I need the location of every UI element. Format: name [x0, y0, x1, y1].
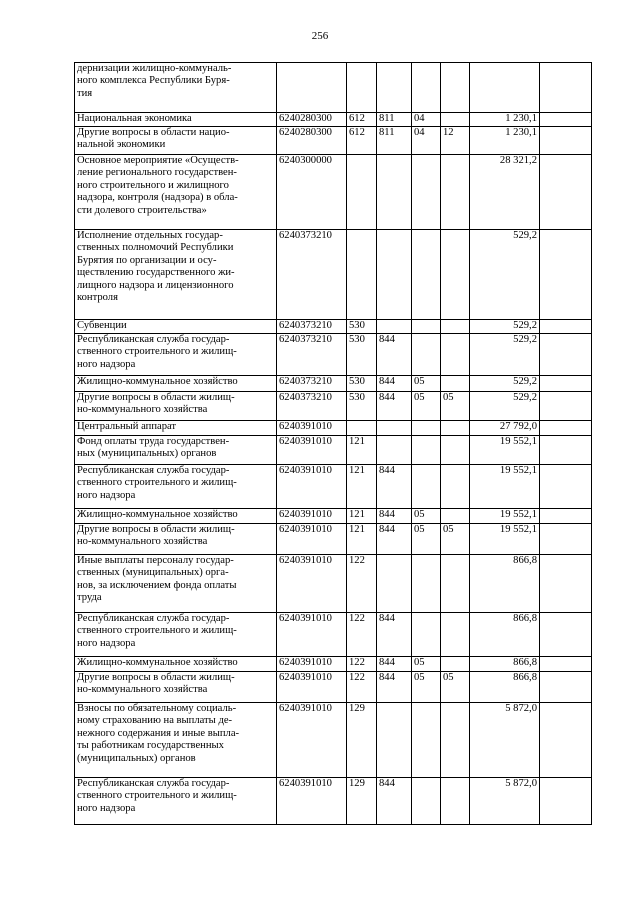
table-row — [75, 509, 592, 524]
amount-cell: 5 872,0 — [470, 778, 540, 825]
section-code-cell — [412, 63, 441, 113]
empty-cell — [540, 465, 592, 509]
budget-manager-code-cell: 811 — [377, 127, 412, 155]
subsection-code-cell: 05 — [441, 524, 470, 555]
target-article-code-cell: 6240373210 — [277, 230, 347, 320]
expense-type-cell: 129 — [347, 778, 377, 825]
subsection-code-cell — [441, 613, 470, 657]
row-name-cell: Республиканская служба государ- ственного строительного и жилищ- ного надзора — [75, 778, 277, 825]
row-name-cell: Республиканская служба государ- ственного строительного и жилищ- ного надзора — [75, 613, 277, 657]
budget-manager-code-cell: 844 — [377, 509, 412, 524]
section-code-cell — [412, 155, 441, 230]
section-code-cell: 05 — [412, 524, 441, 555]
expense-type-cell: 530 — [347, 334, 377, 376]
empty-cell — [540, 127, 592, 155]
amount-cell: 19 552,1 — [470, 509, 540, 524]
budget-manager-code-cell: 844 — [377, 657, 412, 672]
section-code-cell — [412, 230, 441, 320]
budget-manager-code-cell — [377, 155, 412, 230]
empty-cell — [540, 672, 592, 703]
subsection-code-cell — [441, 436, 470, 465]
row-name-cell: Республиканская служба государ- ственного строительного и жилищ- ного надзора — [75, 334, 277, 376]
target-article-code-cell: 6240391010 — [277, 555, 347, 613]
subsection-code-cell — [441, 555, 470, 613]
table-row — [75, 63, 592, 113]
amount-cell: 866,8 — [470, 613, 540, 657]
subsection-code-cell — [441, 230, 470, 320]
budget-manager-code-cell: 844 — [377, 672, 412, 703]
target-article-code-cell: 6240373210 — [277, 320, 347, 334]
section-code-cell: 04 — [412, 113, 441, 127]
subsection-code-cell: 12 — [441, 127, 470, 155]
budget-manager-code-cell: 844 — [377, 524, 412, 555]
empty-cell — [540, 113, 592, 127]
budget-table-body — [75, 63, 592, 825]
amount-cell: 866,8 — [470, 672, 540, 703]
row-name-cell: Основное мероприятие «Осуществ- ление регионального государствен- ного строительного и жилищного надзора, контроля (надзора) в обла- сти долевого строительства» — [75, 155, 277, 230]
row-name-cell: Взносы по обязательному социаль- ному страхованию на выплаты де- нежного содержания и иные выпла- ты работникам государственных (муниципальных) органов — [75, 703, 277, 778]
expense-type-cell — [347, 155, 377, 230]
budget-manager-code-cell: 844 — [377, 465, 412, 509]
target-article-code-cell: 6240280300 — [277, 113, 347, 127]
empty-cell — [540, 334, 592, 376]
target-article-code-cell: 6240300000 — [277, 155, 347, 230]
section-code-cell — [412, 334, 441, 376]
amount-cell: 529,2 — [470, 230, 540, 320]
row-name-cell: Другие вопросы в области жилищ- но-коммунального хозяйства — [75, 672, 277, 703]
empty-cell — [540, 555, 592, 613]
section-code-cell: 05 — [412, 376, 441, 392]
empty-cell — [540, 320, 592, 334]
expense-type-cell: 121 — [347, 524, 377, 555]
empty-cell — [540, 509, 592, 524]
expense-type-cell: 121 — [347, 509, 377, 524]
target-article-code-cell: 6240391010 — [277, 509, 347, 524]
subsection-code-cell: 05 — [441, 392, 470, 421]
amount-cell: 866,8 — [470, 555, 540, 613]
target-article-code-cell: 6240391010 — [277, 778, 347, 825]
budget-manager-code-cell: 844 — [377, 613, 412, 657]
budget-manager-code-cell: 844 — [377, 334, 412, 376]
target-article-code-cell: 6240373210 — [277, 376, 347, 392]
section-code-cell — [412, 421, 441, 436]
target-article-code-cell: 6240391010 — [277, 524, 347, 555]
amount-cell: 19 552,1 — [470, 465, 540, 509]
budget-manager-code-cell: 811 — [377, 113, 412, 127]
row-name-cell: Центральный аппарат — [75, 421, 277, 436]
expense-type-cell: 122 — [347, 555, 377, 613]
amount-cell: 27 792,0 — [470, 421, 540, 436]
table-row — [75, 113, 592, 127]
expense-type-cell: 122 — [347, 613, 377, 657]
section-code-cell — [412, 778, 441, 825]
row-name-cell: Иные выплаты персоналу государ- ственных (муниципальных) орга- нов, за исключением фонда оплаты труда — [75, 555, 277, 613]
table-row — [75, 555, 592, 613]
row-name-cell: Другие вопросы в области жилищ- но-коммунального хозяйства — [75, 524, 277, 555]
target-article-code-cell: 6240391010 — [277, 421, 347, 436]
subsection-code-cell — [441, 320, 470, 334]
row-name-cell: Другие вопросы в области жилищ- но-коммунального хозяйства — [75, 392, 277, 421]
empty-cell — [540, 657, 592, 672]
table-row — [75, 376, 592, 392]
budget-manager-code-cell — [377, 320, 412, 334]
section-code-cell: 05 — [412, 509, 441, 524]
expense-type-cell: 530 — [347, 392, 377, 421]
budget-manager-code-cell — [377, 63, 412, 113]
table-row — [75, 155, 592, 230]
row-name-cell: Субвенции — [75, 320, 277, 334]
section-code-cell: 05 — [412, 657, 441, 672]
target-article-code-cell: 6240280300 — [277, 127, 347, 155]
budget-manager-code-cell — [377, 703, 412, 778]
expense-type-cell — [347, 63, 377, 113]
budget-manager-code-cell: 844 — [377, 392, 412, 421]
section-code-cell: 05 — [412, 392, 441, 421]
subsection-code-cell — [441, 376, 470, 392]
empty-cell — [540, 392, 592, 421]
target-article-code-cell: 6240391010 — [277, 613, 347, 657]
target-article-code-cell — [277, 63, 347, 113]
table-row — [75, 657, 592, 672]
budget-manager-code-cell: 844 — [377, 778, 412, 825]
amount-cell: 529,2 — [470, 334, 540, 376]
subsection-code-cell — [441, 63, 470, 113]
subsection-code-cell — [441, 657, 470, 672]
empty-cell — [540, 613, 592, 657]
amount-cell: 529,2 — [470, 376, 540, 392]
expense-type-cell — [347, 230, 377, 320]
target-article-code-cell: 6240391010 — [277, 672, 347, 703]
expense-type-cell: 121 — [347, 465, 377, 509]
table-row — [75, 524, 592, 555]
expense-type-cell: 530 — [347, 320, 377, 334]
table-row — [75, 230, 592, 320]
table-row — [75, 127, 592, 155]
budget-manager-code-cell: 844 — [377, 376, 412, 392]
empty-cell — [540, 703, 592, 778]
subsection-code-cell — [441, 421, 470, 436]
subsection-code-cell — [441, 509, 470, 524]
target-article-code-cell: 6240391010 — [277, 657, 347, 672]
subsection-code-cell: 05 — [441, 672, 470, 703]
table-row — [75, 613, 592, 657]
amount-cell — [470, 63, 540, 113]
page-number: 256 — [311, 30, 329, 42]
row-name-cell: Исполнение отдельных государ- ственных полномочий Республики Бурятия по организации и осу- ществлению государственного жи- лищного надзора и лицензионного контроля — [75, 230, 277, 320]
amount-cell: 529,2 — [470, 320, 540, 334]
subsection-code-cell — [441, 334, 470, 376]
table-row — [75, 436, 592, 465]
expense-type-cell: 129 — [347, 703, 377, 778]
amount-cell: 529,2 — [470, 392, 540, 421]
target-article-code-cell: 6240373210 — [277, 392, 347, 421]
expense-type-cell: 612 — [347, 113, 377, 127]
subsection-code-cell — [441, 465, 470, 509]
empty-cell — [540, 436, 592, 465]
expense-type-cell — [347, 421, 377, 436]
target-article-code-cell: 6240391010 — [277, 703, 347, 778]
row-name-cell: дернизации жилищно-коммуналь- ного комплекса Республики Буря- тия — [75, 63, 277, 113]
table-row — [75, 392, 592, 421]
budget-manager-code-cell — [377, 421, 412, 436]
subsection-code-cell — [441, 703, 470, 778]
empty-cell — [540, 778, 592, 825]
empty-cell — [540, 230, 592, 320]
row-name-cell: Жилищно-коммунальное хозяйство — [75, 657, 277, 672]
subsection-code-cell — [441, 778, 470, 825]
row-name-cell: Фонд оплаты труда государствен- ных (муниципальных) органов — [75, 436, 277, 465]
section-code-cell — [412, 555, 441, 613]
amount-cell: 5 872,0 — [470, 703, 540, 778]
row-name-cell: Жилищно-коммунальное хозяйство — [75, 509, 277, 524]
table-row — [75, 421, 592, 436]
target-article-code-cell: 6240373210 — [277, 334, 347, 376]
amount-cell: 19 552,1 — [470, 524, 540, 555]
expense-type-cell: 121 — [347, 436, 377, 465]
expense-type-cell: 612 — [347, 127, 377, 155]
amount-cell: 28 321,2 — [470, 155, 540, 230]
section-code-cell — [412, 703, 441, 778]
section-code-cell: 04 — [412, 127, 441, 155]
target-article-code-cell: 6240391010 — [277, 436, 347, 465]
table-row — [75, 703, 592, 778]
row-name-cell: Национальная экономика — [75, 113, 277, 127]
target-article-code-cell: 6240391010 — [277, 465, 347, 509]
budget-table — [74, 62, 592, 825]
row-name-cell: Республиканская служба государ- ственного строительного и жилищ- ного надзора — [75, 465, 277, 509]
section-code-cell — [412, 465, 441, 509]
empty-cell — [540, 421, 592, 436]
budget-manager-code-cell — [377, 230, 412, 320]
table-row — [75, 465, 592, 509]
section-code-cell: 05 — [412, 672, 441, 703]
subsection-code-cell — [441, 113, 470, 127]
budget-manager-code-cell — [377, 555, 412, 613]
budget-manager-code-cell — [377, 436, 412, 465]
empty-cell — [540, 524, 592, 555]
table-row — [75, 672, 592, 703]
table-row — [75, 778, 592, 825]
empty-cell — [540, 63, 592, 113]
amount-cell: 1 230,1 — [470, 113, 540, 127]
amount-cell: 866,8 — [470, 657, 540, 672]
row-name-cell: Жилищно-коммунальное хозяйство — [75, 376, 277, 392]
empty-cell — [540, 155, 592, 230]
subsection-code-cell — [441, 155, 470, 230]
expense-type-cell: 122 — [347, 672, 377, 703]
empty-cell — [540, 376, 592, 392]
section-code-cell — [412, 436, 441, 465]
table-row — [75, 320, 592, 334]
amount-cell: 19 552,1 — [470, 436, 540, 465]
expense-type-cell: 530 — [347, 376, 377, 392]
section-code-cell — [412, 613, 441, 657]
row-name-cell: Другие вопросы в области нацио- нальной экономики — [75, 127, 277, 155]
amount-cell: 1 230,1 — [470, 127, 540, 155]
section-code-cell — [412, 320, 441, 334]
expense-type-cell: 122 — [347, 657, 377, 672]
table-row — [75, 334, 592, 376]
